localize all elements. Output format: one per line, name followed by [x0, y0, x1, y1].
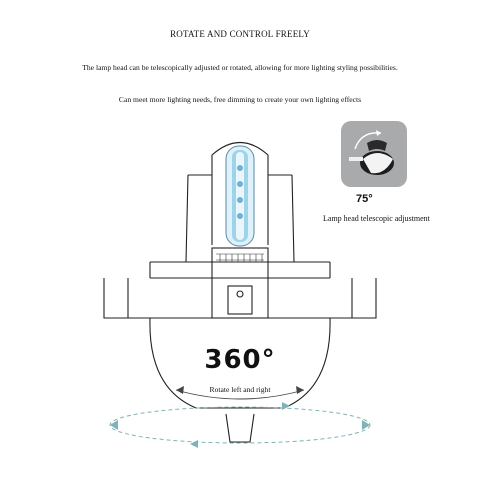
rotation-degrees: 360°	[204, 345, 276, 375]
neck-grille	[216, 254, 264, 262]
description-line-1: The lamp head can be telescopically adjusted or rotated, allowing for more lighting styling possibilities.	[82, 63, 398, 72]
light-tube-icon	[226, 146, 254, 246]
inset-angle-label: 75°	[356, 193, 373, 205]
inset-caption: Lamp head telescopic adjustment	[323, 214, 430, 223]
rotation-ellipse-icon	[110, 407, 370, 443]
left-arrowhead-icon	[110, 420, 118, 430]
rotation-label: Rotate left and right	[209, 385, 271, 394]
description-line-2: Can meet more lighting needs, free dimming to create your own lighting effects	[118, 95, 362, 104]
right-arrowhead-icon	[362, 420, 370, 430]
page-heading: ROTATE AND CONTROL FREELY	[170, 29, 310, 39]
